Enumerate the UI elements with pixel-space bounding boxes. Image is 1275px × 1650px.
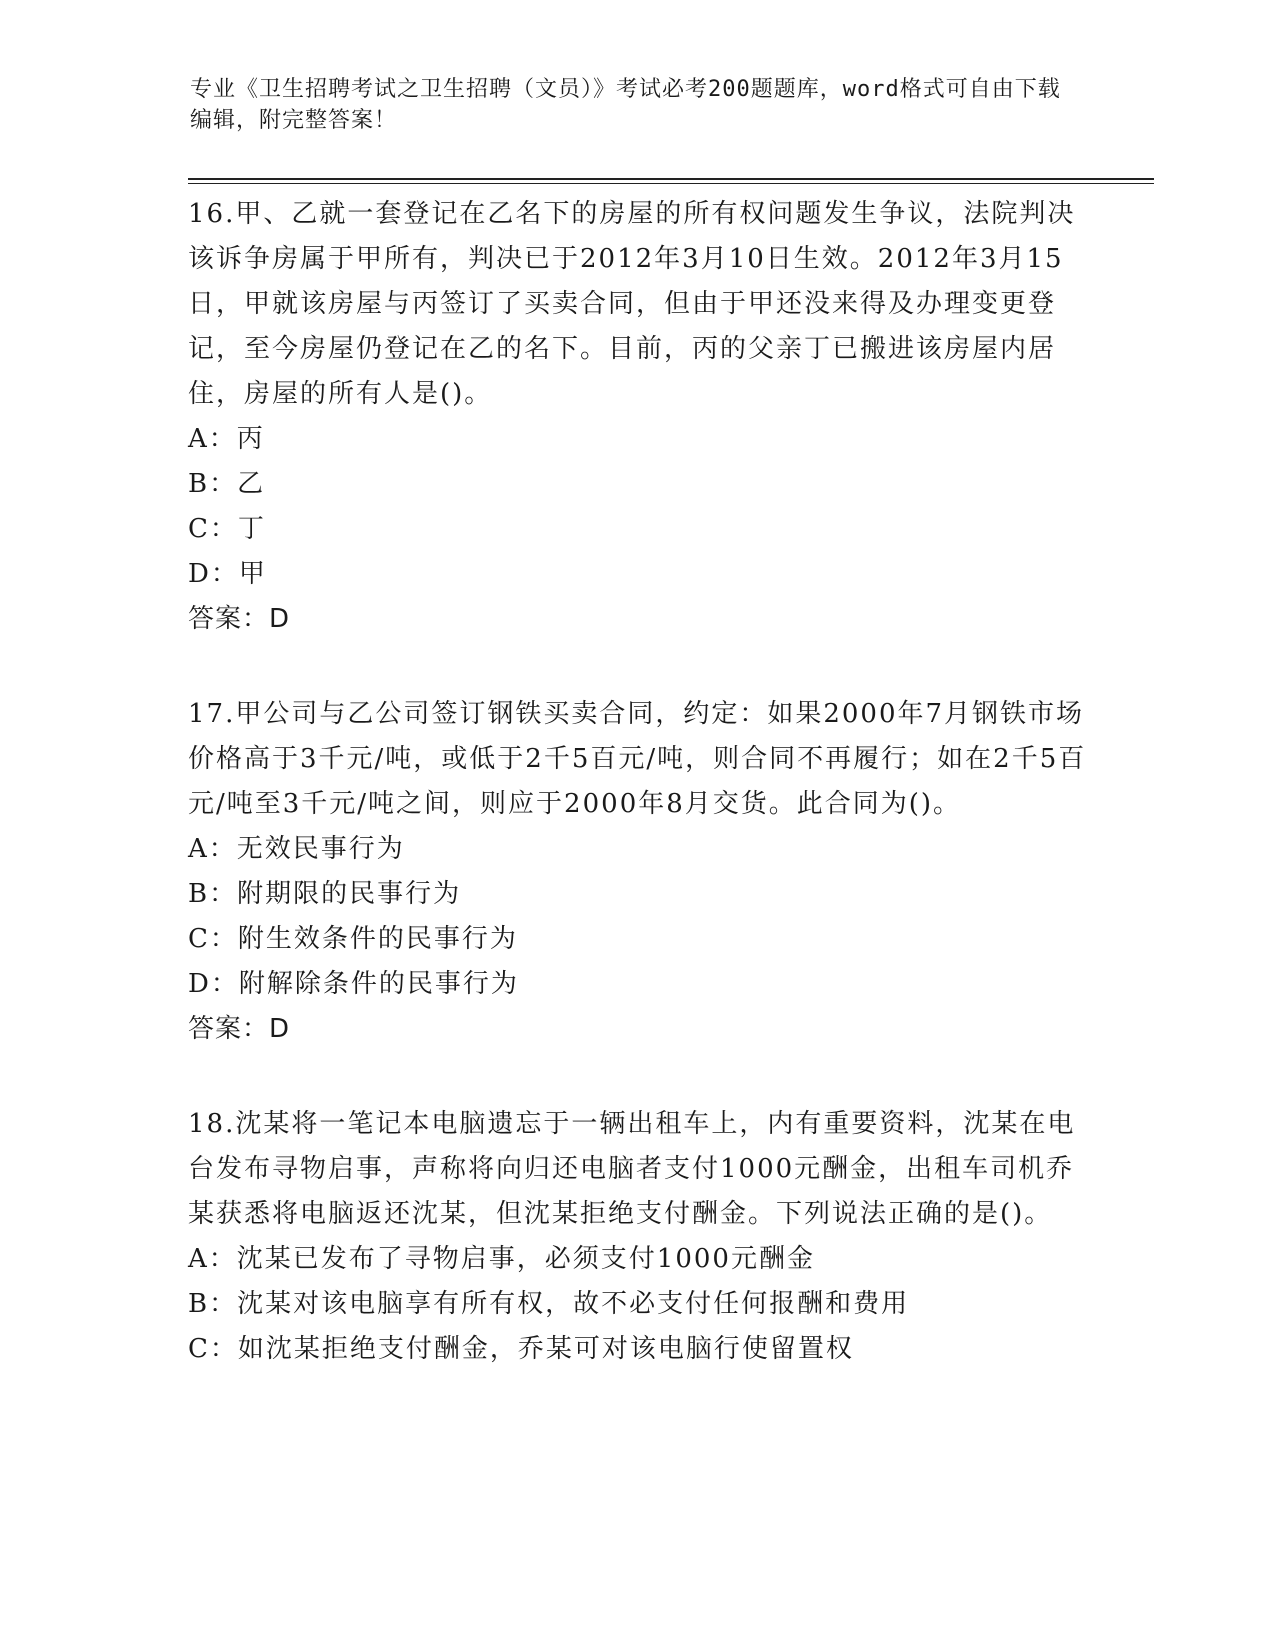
option-a: A：沈某已发布了寻物启事，必须支付1000元酬金 xyxy=(188,1244,815,1274)
option-c: C：丁 xyxy=(188,514,266,544)
option-b: B：附期限的民事行为 xyxy=(188,879,462,909)
question-18 xyxy=(188,1102,1088,1372)
option-a: A：无效民事行为 xyxy=(188,834,405,864)
answer-line: 答案：D xyxy=(188,604,291,634)
question-stem: 16.甲、乙就一套登记在乙名下的房屋的所有权问题发生争议，法院判决该诉争房属于甲所有，判决已于2012年3月10日生效。2012年3月15日，甲就该房屋与丙签订了买卖合同，但由于甲还没来得及办理变更登记，至今房屋仍登记在乙的名下。目前，丙的父亲丁已搬进该房屋内居住，房屋的所有人是()。 xyxy=(188,199,1076,409)
option-a: A：丙 xyxy=(188,424,265,454)
question-stem: 18.沈某将一笔记本电脑遗忘于一辆出租车上，内有重要资料，沈某在电台发布寻物启事，声称将向归还电脑者支付1000元酬金，出租车司机乔某获悉将电脑返还沈某，但沈某拒绝支付酬金。下列说法正确的是()。 xyxy=(188,1109,1076,1229)
question-list xyxy=(188,192,1088,1422)
option-d: D：甲 xyxy=(188,559,267,589)
document-header: 专业《卫生招聘考试之卫生招聘（文员）》考试必考200题题库，word格式可自由下载编辑，附完整答案！ xyxy=(190,77,1061,133)
option-b: B：沈某对该电脑享有所有权，故不必支付任何报酬和费用 xyxy=(188,1289,910,1319)
question-17 xyxy=(188,692,1088,1052)
question-16 xyxy=(188,192,1088,642)
header-divider-thin xyxy=(188,183,1154,184)
option-c: C：如沈某拒绝支付酬金，乔某可对该电脑行使留置权 xyxy=(188,1334,854,1364)
question-stem: 17.甲公司与乙公司签订钢铁买卖合同，约定：如果2000年7月钢铁市场价格高于3千元/吨，或低于2千5百元/吨，则合同不再履行；如在2千5百元/吨至3千元/吨之间，则应于2000年8月交货。此合同为()。 xyxy=(188,699,1087,819)
option-d: D：附解除条件的民事行为 xyxy=(188,969,519,999)
option-c: C：附生效条件的民事行为 xyxy=(188,924,518,954)
answer-line: 答案：D xyxy=(188,1014,291,1044)
option-b: B：乙 xyxy=(188,469,266,499)
header-divider-thick xyxy=(188,178,1154,180)
